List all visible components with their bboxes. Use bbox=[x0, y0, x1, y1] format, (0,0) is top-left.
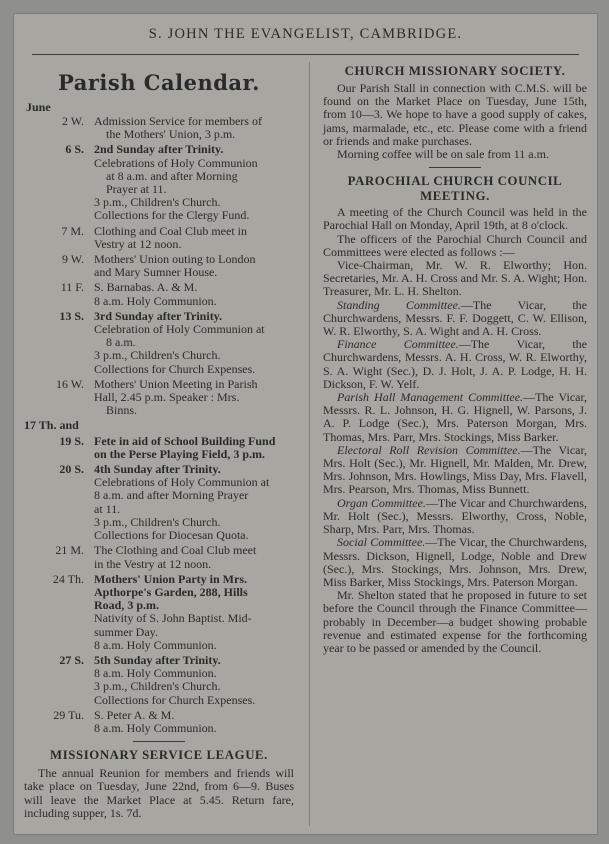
calendar-line: summer Day. bbox=[94, 624, 158, 639]
calendar-entry bbox=[24, 709, 294, 735]
finance-label: Finance Committee. bbox=[337, 337, 459, 352]
cms-coffee: Morning coffee will be on sale from 11 a.m. bbox=[337, 147, 549, 162]
calendar-entry-lines bbox=[94, 654, 294, 707]
calendar-line: Vestry at 12 noon. bbox=[94, 236, 182, 251]
calendar-date: 21 M. bbox=[55, 543, 84, 558]
calendar-line: and Mary Sumner House. bbox=[94, 265, 218, 280]
pcc-p2: The officers of the Parochial Church Council and Committees were elected as follows :— bbox=[323, 231, 587, 259]
calendar-month: June bbox=[26, 100, 51, 114]
calendar-entry bbox=[24, 654, 294, 707]
calendar-date: 29 Tu. bbox=[53, 707, 84, 722]
standing-text: —The Vicar, the Churchwardens, Messrs. F. F. Doggett, C. W. Ellison, W. R. Elworthy, S. A. Wight and A. H. Cross. bbox=[323, 297, 587, 339]
standing-label: Standing Committee. bbox=[337, 297, 461, 312]
calendar-line: the Mothers' Union, 3 p.m. bbox=[106, 127, 236, 142]
hall-committee bbox=[323, 391, 587, 444]
social-label: Social Committee. bbox=[337, 535, 426, 550]
calendar-line: Collections for the Clergy Fund. bbox=[94, 208, 250, 223]
hall-text: —The Vicar, Messrs. R. L. Johnson, H. G. Hignell, W. Parsons, J. A. P. Lodge (Sec.), Mrs. Paterson Morgan, Mrs. Thomas, Mrs. Parr, Mrs. Stockings, Miss Barker. bbox=[323, 390, 587, 444]
calendar-line: 3 p.m., Children's Church. bbox=[94, 348, 221, 363]
calendar-entry-lines bbox=[94, 281, 294, 307]
calendar-line: Admission Service for members of bbox=[94, 114, 262, 128]
calendar-line: Collections for Church Expenses. bbox=[94, 361, 256, 376]
left-column bbox=[24, 62, 294, 820]
calendar-line: Collections for Diocesan Quota. bbox=[94, 528, 249, 543]
msl-text: The annual Reunion for members and friends will take place on Tuesday, June 22nd, from 6—9. Buses will leave the Market Place at 5.45. Return fare, including supper, 1s. 7d. bbox=[24, 766, 294, 820]
calendar-date: 24 Th. bbox=[52, 571, 84, 586]
cms-title: CHURCH MISSIONARY SOCIETY. bbox=[344, 64, 566, 78]
calendar-date: 7 M. bbox=[61, 223, 84, 238]
calendar-entry-lines bbox=[94, 225, 294, 251]
calendar-entry bbox=[24, 544, 294, 570]
calendar-line: 3 p.m., Children's Church. bbox=[94, 514, 221, 529]
calendar-line: 8 a.m. and after Morning Prayer bbox=[94, 488, 249, 503]
roll-committee bbox=[323, 444, 587, 497]
calendar-line: Collections for Church Expenses. bbox=[94, 692, 256, 707]
calendar-line: S. Barnabas. A. & M. bbox=[94, 280, 198, 295]
calendar-entry-lines bbox=[94, 435, 294, 461]
calendar-line: Mothers' Union outing to London bbox=[94, 252, 256, 267]
pcc-title-2: MEETING. bbox=[420, 189, 490, 204]
calendar-date: 11 F. bbox=[60, 280, 84, 295]
calendar-line: Fete in aid of School Building Fund bbox=[94, 433, 276, 448]
calendar-line: 3 p.m., Children's Church. bbox=[94, 679, 221, 694]
calendar-entry-lines bbox=[94, 143, 294, 222]
calendar-line: Celebration of Holy Communion at bbox=[94, 322, 265, 337]
calendar-date: 17 Th. and bbox=[24, 418, 79, 433]
calendar-line: 8 a.m. Holy Communion. bbox=[94, 293, 217, 308]
pcc-p3: Vice-Chairman, Mr. W. R. Elworthy; Hon. Secretaries, Mr. A. H. Cross and Mr. S. A. Wight; Hon. Treasurer, Mr. L. H. Shelton. bbox=[323, 258, 587, 299]
right-column bbox=[323, 62, 587, 655]
calendar-entry bbox=[24, 378, 294, 418]
calendar-date: 9 W. bbox=[61, 252, 84, 267]
calendar-line: Binns. bbox=[106, 403, 138, 418]
roll-label: Electoral Roll Revision Committee. bbox=[337, 442, 521, 457]
calendar-entry-lines bbox=[94, 709, 294, 735]
calendar-line: Mothers' Union Party in Mrs. bbox=[94, 571, 247, 586]
page-header: S. JOHN THE EVANGELIST, CAMBRIDGE. bbox=[148, 26, 463, 42]
calendar-line: at 8 a.m. and after Morning bbox=[106, 168, 238, 183]
calendar-line: Prayer at 11. bbox=[106, 182, 167, 197]
calendar-entry-lines bbox=[94, 463, 294, 542]
calendar-date: 6 S. bbox=[65, 142, 84, 157]
calendar-date: 20 S. bbox=[59, 462, 84, 477]
calendar-line: Apthorpe's Garden, 288, Hills bbox=[94, 584, 248, 599]
hall-label: Parish Hall Management Committee. bbox=[337, 390, 524, 405]
section-rule bbox=[133, 741, 185, 742]
pcc-p1: A meeting of the Church Council was held in the Parochial Hall on Monday, April 19th, at 8 o'clock. bbox=[323, 205, 587, 233]
calendar-entry bbox=[24, 463, 294, 542]
calendar-line: Hall, 2.45 p.m. Speaker : Mrs. bbox=[94, 390, 240, 405]
calendar-entry bbox=[24, 573, 294, 652]
finance-text: —The Vicar, the Churchwardens, Messrs. A. H. Cross, W. R. Elworthy, S. A. Wight (Sec.), D. J. Holt, J. A. P. Lodge, H. H. Dickson, F. W. Yelf. bbox=[323, 337, 587, 391]
calendar-line: Nativity of S. John Baptist. Mid- bbox=[94, 611, 252, 626]
calendar-entry bbox=[24, 435, 294, 461]
column-divider bbox=[309, 62, 310, 826]
calendar-line: 3 p.m., Children's Church. bbox=[94, 195, 221, 210]
calendar-line: 5th Sunday after Trinity. bbox=[94, 652, 221, 667]
calendar-line: Mothers' Union Meeting in Parish bbox=[94, 376, 258, 391]
magazine-page bbox=[14, 14, 597, 834]
calendar-entry bbox=[24, 115, 294, 141]
calendar-date: 27 S. bbox=[59, 652, 84, 667]
calendar-list bbox=[24, 115, 294, 735]
section-rule bbox=[429, 167, 481, 168]
organ-committee bbox=[323, 497, 587, 537]
finance-committee bbox=[323, 338, 587, 391]
calendar-line: 8 a.m. bbox=[106, 335, 136, 350]
standing-committee bbox=[323, 299, 587, 339]
msl-title: MISSIONARY SERVICE LEAGUE. bbox=[50, 748, 268, 763]
calendar-line: 4th Sunday after Trinity. bbox=[94, 462, 221, 477]
calendar-entry-lines bbox=[94, 544, 294, 570]
roll-text: —The Vicar, Mrs. Holt (Sec.), Mr. Hignell, Mr. Malden, Mr. Drew, Mrs. Johnson, Mrs. Howlings, Miss Day, Mrs. Flavell, Mrs. Pearson, Mrs. Thomas, Miss Bunnett. bbox=[323, 442, 587, 497]
cms-text: Our Parish Stall in connection with C.M.S. will be found on the Market Place on Tuesday, June 15th, from 10—3. We hope to have a good supply of cakes, jams, marmalade, etc., etc. Please come with a friend or friends and make purchases. bbox=[323, 81, 587, 148]
calendar-line: Clothing and Coal Club meet in bbox=[94, 223, 247, 238]
calendar-line: Celebrations of Holy Communion at bbox=[94, 475, 270, 490]
calendar-line: on the Perse Playing Field, 3 p.m. bbox=[94, 446, 265, 461]
pcc-final: Mr. Shelton stated that he proposed in future to set before the Council through the Finance Committee—probably in December—a budget showing probable revenue and estimated expense for the forthcoming year to be passed or amended by the Council. bbox=[323, 588, 587, 655]
calendar-line: S. Peter A. & M. bbox=[94, 707, 175, 722]
calendar-line: 8 a.m. Holy Communion. bbox=[94, 637, 217, 652]
calendar-date: 2 W. bbox=[61, 114, 84, 128]
organ-label: Organ Committee. bbox=[337, 495, 426, 510]
calendar-title: Parish Calendar. bbox=[58, 70, 260, 95]
calendar-entry bbox=[24, 253, 294, 279]
pcc-title-1: PAROCHIAL CHURCH COUNCIL bbox=[347, 174, 563, 189]
calendar-entry-lines bbox=[94, 115, 294, 141]
calendar-line: in the Vestry at 12 noon. bbox=[94, 556, 212, 571]
calendar-entry bbox=[24, 281, 294, 307]
calendar-date: 13 S. bbox=[59, 308, 84, 323]
calendar-entry-lines bbox=[94, 573, 294, 652]
social-committee bbox=[323, 536, 587, 589]
calendar-entry-lines bbox=[94, 253, 294, 279]
calendar-entry bbox=[24, 419, 294, 432]
organ-text: —The Vicar and Churchwardens, Mr. Holt (Sec.), Messrs. Elworthy, Cross, Noble, Sharp, Mrs. Parr, Mrs. Thomas. bbox=[323, 495, 587, 537]
header-rule bbox=[32, 54, 579, 55]
calendar-line: Road, 3 p.m. bbox=[94, 598, 160, 613]
calendar-entry-lines bbox=[94, 378, 294, 418]
social-text: —The Vicar, the Churchwardens, Messrs. Dickson, Hignell, Lodge, Noble and Drew (Sec.), Mrs. Stockings, Mrs. Johnson, Mrs. Drew, Miss Barker, Miss Stockings, Mrs. Paterson Morgan. bbox=[323, 535, 588, 589]
calendar-entry-lines bbox=[94, 310, 294, 376]
calendar-entry bbox=[24, 310, 294, 376]
calendar-entry bbox=[24, 143, 294, 222]
calendar-line: 8 a.m. Holy Communion. bbox=[94, 720, 217, 735]
calendar-line: at 11. bbox=[94, 501, 121, 516]
calendar-line: The Clothing and Coal Club meet bbox=[94, 543, 257, 558]
calendar-date: 19 S. bbox=[59, 433, 84, 448]
calendar-line: 3rd Sunday after Trinity. bbox=[94, 308, 223, 323]
calendar-entry bbox=[24, 225, 294, 251]
calendar-line: 8 a.m. Holy Communion. bbox=[94, 666, 217, 681]
calendar-date: 16 W. bbox=[55, 376, 84, 391]
calendar-line: Celebrations of Holy Communion bbox=[94, 155, 258, 170]
calendar-line: 2nd Sunday after Trinity. bbox=[94, 142, 224, 157]
